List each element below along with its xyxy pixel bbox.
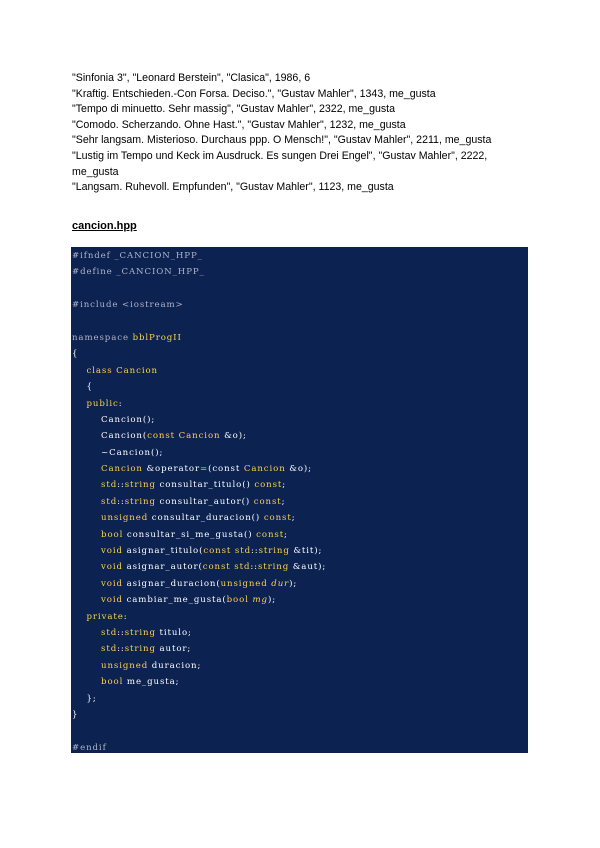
code-token: unsigned [72, 660, 149, 671]
code-token: Cancion(); [72, 414, 156, 425]
code-line [71, 625, 528, 641]
code-line [71, 674, 528, 690]
code-token: unsigned [220, 578, 268, 589]
code-token: :: [117, 480, 125, 491]
code-token: :: [117, 627, 125, 638]
code-token: Cancion [175, 431, 221, 442]
code-token: const [256, 529, 285, 540]
code-token: mg [248, 595, 268, 606]
code-token: consultar_duracion() [148, 513, 264, 524]
code-line [71, 248, 528, 264]
code-token: consultar_titulo() [155, 480, 255, 491]
code-token: const [202, 562, 231, 573]
code-token: ); [289, 578, 298, 589]
code-line [71, 396, 528, 412]
code-line [71, 477, 528, 493]
code-token: { [72, 382, 93, 393]
code-token: void [72, 546, 123, 557]
code-token: duracion; [148, 660, 202, 671]
code-line [71, 543, 528, 559]
csv-line: "Sinfonia 3", "Leonard Berstein", "Clasica", 1986, 6 [72, 72, 311, 84]
code-token: asignar_titulo( [122, 546, 204, 557]
code-token: string [124, 644, 156, 655]
code-token: asignar_duracion( [122, 578, 221, 589]
code-token: : [123, 611, 128, 622]
code-line [71, 559, 528, 575]
code-line [71, 281, 528, 297]
csv-line: "Sehr langsam. Misterioso. Durchaus ppp. O Mensch!", "Gustav Mahler", 2211, me_gusta [72, 134, 492, 147]
code-token: (const [208, 464, 241, 475]
code-token: dur [267, 578, 290, 589]
code-token: private [72, 611, 124, 622]
code-line [71, 445, 528, 461]
code-token: &o); [285, 464, 312, 475]
code-line [71, 723, 528, 739]
code-token: titulo; [155, 627, 192, 638]
code-token: const [147, 431, 176, 442]
code-token: string [257, 562, 290, 573]
section-title: cancion.hpp [72, 220, 137, 232]
code-token: { [72, 349, 79, 360]
code-line [71, 428, 528, 444]
code-token: void [72, 578, 123, 589]
code-token: bool [72, 677, 124, 688]
code-token: autor; [155, 644, 192, 655]
code-token: me_gusta; [123, 677, 180, 688]
code-token: consultar_si_me_gusta() [123, 529, 257, 540]
csv-line: "Kraftig. Entschieden.-Con Forsa. Deciso.", "Gustav Mahler", 1343, me_gusta [72, 87, 436, 100]
code-token: &aut); [289, 562, 327, 573]
code-token: Cancion( [72, 431, 148, 442]
code-token: ~Cancion(); [72, 447, 164, 458]
code-token: string [124, 627, 156, 638]
code-token: }; [72, 693, 97, 704]
code-line [71, 264, 528, 280]
code-token: const [253, 496, 282, 507]
code-line [71, 412, 528, 428]
code-token: bool [226, 595, 249, 606]
code-token: std [72, 644, 118, 655]
code-token: cambiar_me_gusta( [122, 595, 227, 606]
code-line [71, 707, 528, 723]
code-token: bblProgII [128, 332, 182, 343]
code-token: std [72, 480, 118, 491]
code-token: :: [250, 546, 259, 557]
code-token: #define _CANCION_HPP_ [72, 267, 205, 278]
code-line [71, 461, 528, 477]
code-line [71, 691, 528, 707]
code-token: const [263, 513, 292, 524]
code-line [71, 494, 528, 510]
code-line [71, 314, 528, 330]
code-token: ; [284, 529, 288, 540]
code-token: std [72, 496, 118, 507]
code-line [71, 330, 528, 346]
code-line [71, 609, 528, 625]
code-line [71, 576, 528, 592]
code-token: unsigned [72, 513, 149, 524]
code-token: bool [72, 529, 124, 540]
csv-line: "Comodo. Scherzando. Ohne Hast.", "Gustav Mahler", 1232, me_gusta [72, 118, 406, 131]
code-token: &tit); [289, 546, 323, 557]
code-token: :: [250, 562, 258, 573]
code-token: string [124, 496, 156, 507]
code-token: const [254, 480, 283, 491]
code-token: ; [282, 480, 287, 491]
code-token: #ifndef _CANCION_HPP_ [72, 251, 203, 261]
code-line [71, 510, 528, 526]
code-line [71, 592, 528, 608]
code-token: Cancion [240, 464, 286, 475]
code-token: class [72, 365, 113, 376]
code-token: std [72, 627, 118, 638]
code-line [71, 379, 528, 395]
code-token: consultar_autor() [155, 496, 254, 507]
code-block [71, 247, 528, 753]
code-line [71, 363, 528, 379]
code-token: ; [281, 496, 286, 507]
csv-line: "Langsam. Ruhevoll. Empfunden", "Gustav Mahler", 1123, me_gusta [72, 181, 394, 194]
code-token: } [72, 709, 79, 720]
csv-line: "Tempo di minuetto. Sehr massig", "Gustav Mahler", 2322, me_gusta [72, 103, 396, 116]
code-line [71, 641, 528, 657]
code-token: : [118, 398, 123, 409]
code-token: Cancion [72, 464, 143, 475]
code-line [71, 297, 528, 313]
code-token: #endif [72, 742, 107, 753]
code-token: string [258, 546, 290, 557]
code-token: = [199, 464, 209, 475]
code-token: :: [117, 496, 125, 507]
code-token: :: [117, 644, 125, 655]
code-token: ); [267, 595, 276, 606]
code-token: std [230, 562, 251, 573]
code-token: string [124, 480, 156, 491]
code-token: namespace [72, 332, 129, 343]
code-token: ; [291, 513, 296, 524]
csv-data-block [72, 71, 532, 196]
code-token: void [72, 595, 123, 606]
code-token: Cancion [112, 365, 158, 376]
code-token: asignar_autor( [122, 562, 203, 573]
code-line [71, 527, 528, 543]
code-token: const [203, 546, 232, 557]
code-line [71, 346, 528, 362]
csv-line: "Lustig im Tempo und Keck im Ausdruck. Es sungen Drei Engel", "Gustav Mahler", 2222, me_gusta [72, 149, 491, 178]
code-token: std [231, 546, 251, 557]
code-line [71, 740, 528, 753]
code-token: &o); [220, 431, 247, 442]
code-token: &operator [142, 464, 200, 475]
code-token: public [72, 398, 119, 409]
code-token: #include <iostream> [72, 300, 184, 311]
code-token: void [72, 562, 123, 573]
code-line [71, 658, 528, 674]
